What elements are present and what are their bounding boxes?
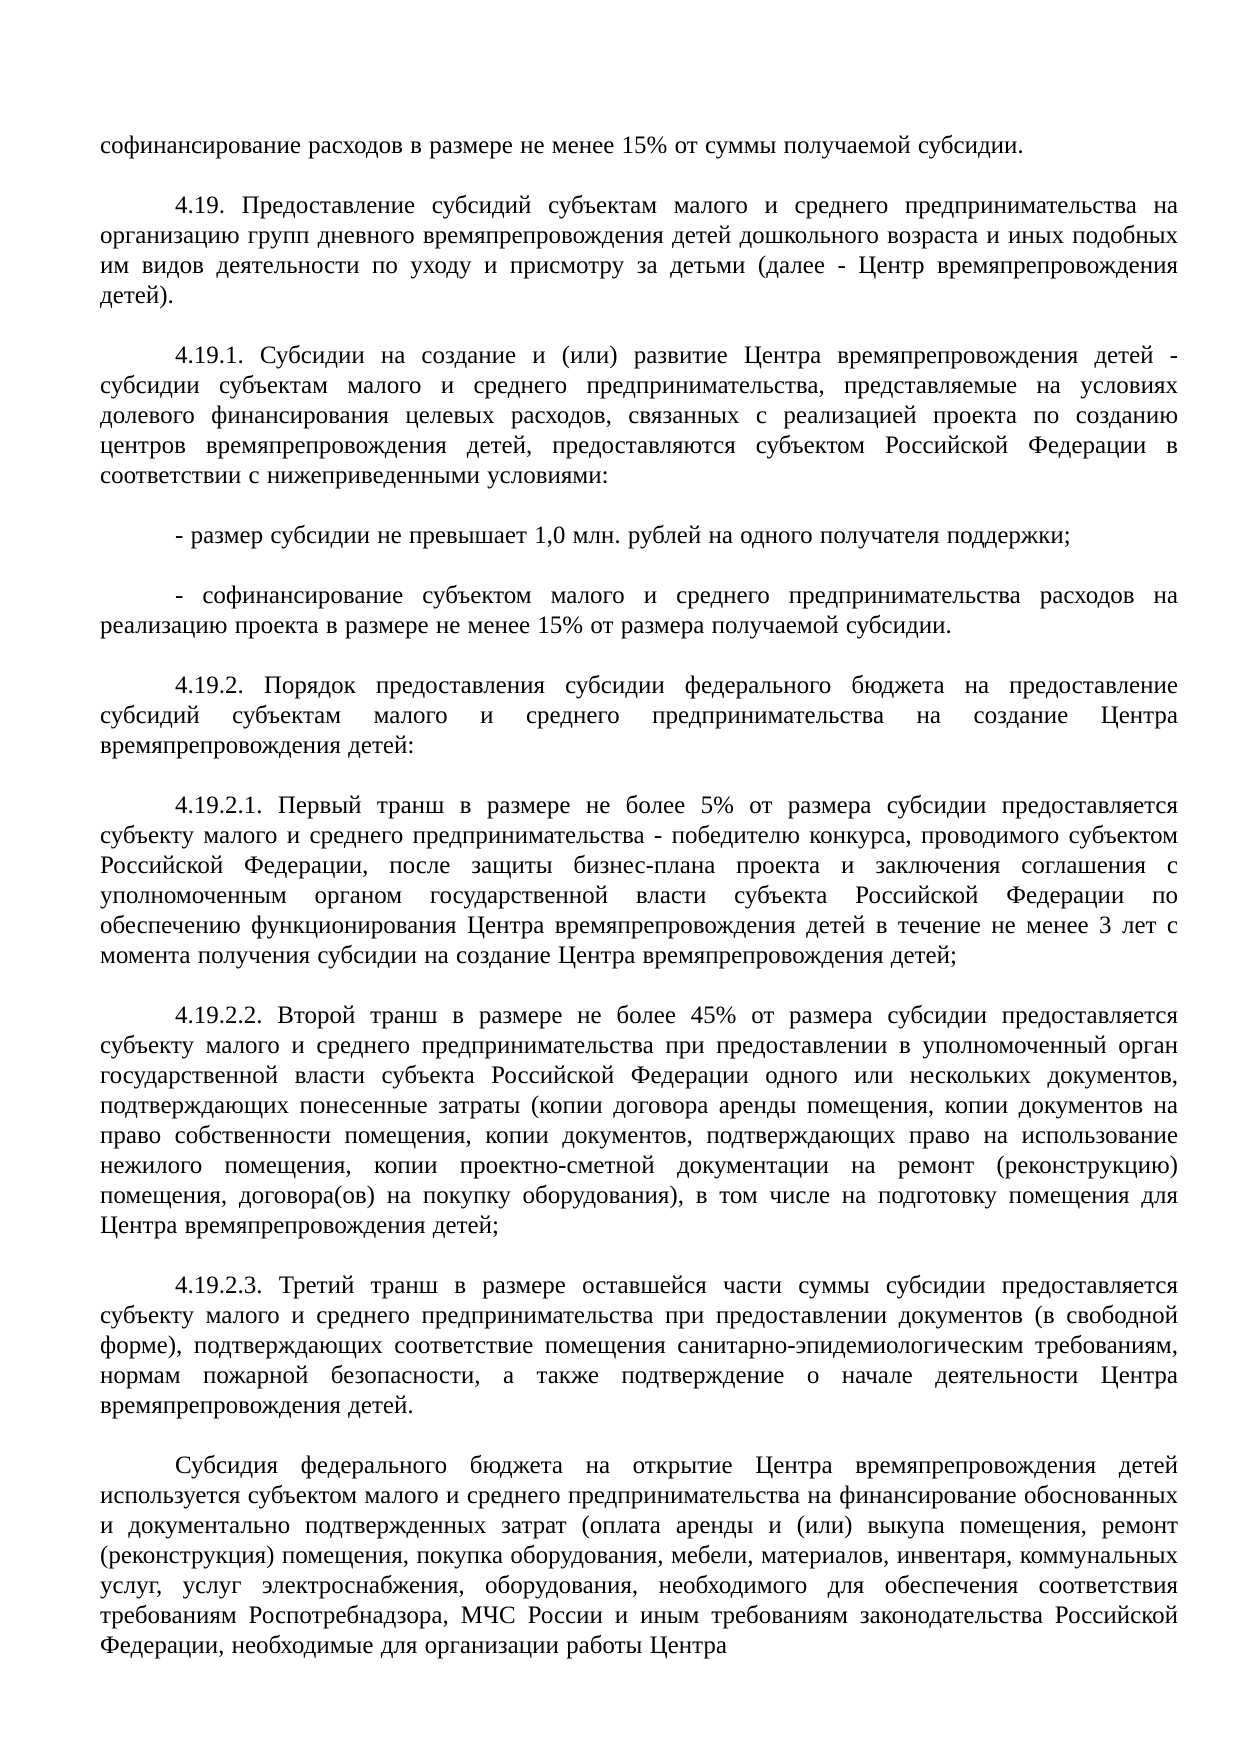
bullet-cofinancing-share: - софинансирование субъектом малого и среднего предпринимательства расходов на реализацию проекта в размере не менее 15% от размера получаемой субсидии. — [100, 582, 1178, 639]
paragraph-4-19-2: 4.19.2. Порядок предоставления субсидии федерального бюджета на предоставление субсидий субъектам малого и среднего предпринимательства на создание Центра времяпрепровождения детей: — [100, 672, 1178, 759]
paragraph-federal-subsidy-use: Субсидия федерального бюджета на открытие Центра времяпрепровождения детей используется субъектом малого и среднего предпринимательства на финансирование обоснованных и документально подтвержденных затрат (оплата аренды и (или) выкупа помещения, ремонт (реконструкция) помещения, покупка оборудования, мебели, материалов, инвентаря, коммунальных услуг, услуг электроснабжения, оборудования, необходимого для обеспечения соответствия требованиям Роспотребнадзора, МЧС России и иным требованиям законодательства Российской Федерации, необходимые для организации работы Центра — [100, 1452, 1178, 1659]
paragraph-4-19-1: 4.19.1. Субсидии на создание и (или) развитие Центра времяпрепровождения детей - субсидии субъектам малого и среднего предпринимательства, представляемые на условиях долевого финансирования целевых расходов, связанных с реализацией проекта по созданию центров времяпрепровождения детей, предоставляются субъектом Российской Федерации в соответствии с нижеприведенными условиями: — [100, 342, 1178, 489]
document-text-block — [100, 131, 1178, 1691]
paragraph-4-19-2-1: 4.19.2.1. Первый транш в размере не более 5% от размера субсидии предоставляется субъекту малого и среднего предпринимательства - победителю конкурса, проводимого субъектом Российской Федерации, после защиты бизнес-плана проекта и заключения соглашения с уполномоченным органом государственной власти субъекта Российской Федерации по обеспечению функционирования Центра времяпрепровождения детей в течение не менее 3 лет с момента получения субсидии на создание Центра времяпрепровождения детей; — [100, 792, 1178, 969]
paragraph-cofinancing-tail: софинансирование расходов в размере не менее 15% от суммы получаемой субсидии. — [100, 132, 1024, 159]
paragraph-4-19: 4.19. Предоставление субсидий субъектам малого и среднего предпринимательства на организацию групп дневного времяпрепровождения детей дошкольного возраста и иных подобных им видов деятельности по уходу и присмотру за детьми (далее - Центр времяпрепровождения детей). — [100, 192, 1178, 309]
paragraph-4-19-2-2: 4.19.2.2. Второй транш в размере не более 45% от размера субсидии предоставляется субъекту малого и среднего предпринимательства при предоставлении в уполномоченный орган государственной власти субъекта Российской Федерации одного или нескольких документов, подтверждающих понесенные затраты (копии договора аренды помещения, копии документов на право собственности помещения, копии документов, подтверждающих право на использование нежилого помещения, копии проектно-сметной документации на ремонт (реконструкцию) помещения, договора(ов) на покупку оборудования), в том числе на подготовку помещения для Центра времяпрепровождения детей; — [100, 1002, 1178, 1239]
bullet-subsidy-size: - размер субсидии не превышает 1,0 млн. рублей на одного получателя поддержки; — [175, 522, 1071, 549]
paragraph-4-19-2-3: 4.19.2.3. Третий транш в размере оставшейся части суммы субсидии предоставляется субъекту малого и среднего предпринимательства при предоставлении документов (в свободной форме), подтверждающих соответствие помещения санитарно-эпидемиологическим требованиям, нормам пожарной безопасности, а также подтверждение о начале деятельности Центра времяпрепровождения детей. — [100, 1272, 1178, 1419]
